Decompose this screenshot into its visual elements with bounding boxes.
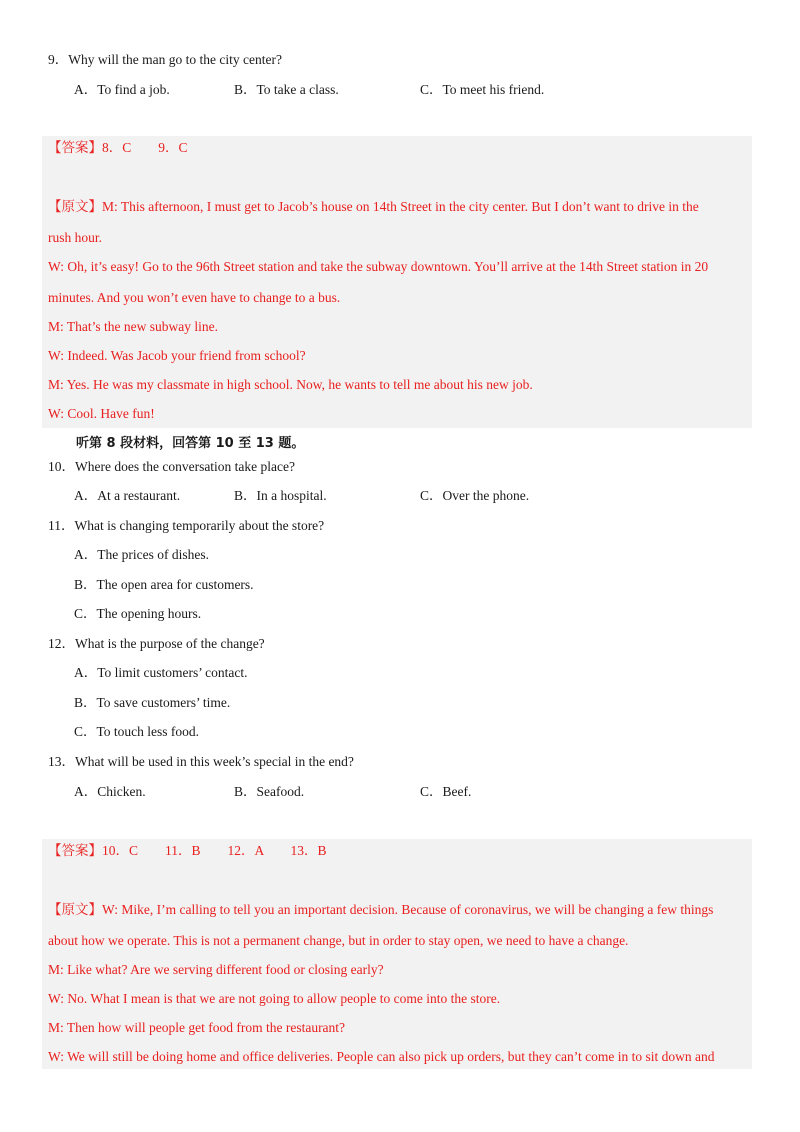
question-10-stem: 10．Where does the conversation take place? bbox=[48, 459, 296, 474]
question-11-option-c: C．The opening hours. bbox=[74, 606, 202, 621]
question-13-option-c: C．Beef. bbox=[420, 784, 472, 799]
question-10-option-a: A．At a restaurant. bbox=[74, 488, 181, 503]
transcript-1-line: M: Yes. He was my classmate in high school. Now, he wants to tell me about his new job. bbox=[48, 377, 533, 392]
transcript-2-line: W: We will still be doing home and office deliveries. People can also pick up orders, but they can’t come in to sit down and bbox=[48, 1049, 715, 1064]
transcript-2-line: 【原文】W: Mike, I’m calling to tell you an important decision. Because of coronavirus, we will be changing a few things bbox=[48, 902, 714, 917]
question-12-option-a: A．To limit customers’ contact. bbox=[74, 665, 248, 680]
question-12-option-c: C．To touch less food. bbox=[74, 724, 200, 739]
question-12-option-b: B．To save customers’ time. bbox=[74, 695, 231, 710]
question-11-option-b: B．The open area for customers. bbox=[74, 577, 254, 592]
question-10-option-c: C．Over the phone. bbox=[420, 488, 530, 503]
answer-line-1: 【答案】8．C 9．C bbox=[48, 140, 188, 155]
transcript-1-line: W: Oh, it’s easy! Go to the 96th Street station and take the subway downtown. You’ll arrive at the 14th Street station in 20 bbox=[48, 259, 709, 274]
transcript-2-line: M: Then how will people get food from the restaurant? bbox=[48, 1020, 346, 1035]
transcript-2-line: about how we operate. This is not a permanent change, but in order to stay open, we need to have a change. bbox=[48, 933, 629, 948]
section-header: 听第 8 段材料，回答第 10 至 13 题。 bbox=[76, 436, 305, 451]
transcript-1-line: rush hour. bbox=[48, 230, 102, 245]
question-9-option-a: A．To find a job. bbox=[74, 82, 170, 97]
answer-line-2: 【答案】10．C 11．B 12．A 13．B bbox=[48, 843, 327, 858]
question-9-stem: 9．Why will the man go to the city center? bbox=[48, 52, 282, 67]
transcript-1-line: W: Indeed. Was Jacob your friend from school? bbox=[48, 348, 306, 363]
transcript-1-line: W: Cool. Have fun! bbox=[48, 406, 155, 421]
question-12-stem: 12．What is the purpose of the change? bbox=[48, 636, 265, 651]
transcript-2-line: W: No. What I mean is that we are not going to allow people to come into the store. bbox=[48, 991, 501, 1006]
transcript-1-line: minutes. And you won’t even have to change to a bus. bbox=[48, 290, 341, 305]
transcript-1-line: M: That’s the new subway line. bbox=[48, 319, 218, 334]
question-10-option-b: B．In a hospital. bbox=[234, 488, 327, 503]
question-9-option-c: C．To meet his friend. bbox=[420, 82, 545, 97]
question-11-option-a: A．The prices of dishes. bbox=[74, 547, 209, 562]
transcript-2-line: M: Like what? Are we serving different food or closing early? bbox=[48, 962, 384, 977]
question-13-option-a: A．Chicken. bbox=[74, 784, 146, 799]
question-9-option-b: B．To take a class. bbox=[234, 82, 339, 97]
transcript-1-line: 【原文】M: This afternoon, I must get to Jacob’s house on 14th Street in the city center. But I don’t want to drive in the bbox=[48, 199, 699, 214]
question-13-stem: 13．What will be used in this week’s special in the end? bbox=[48, 754, 354, 769]
question-13-option-b: B．Seafood. bbox=[234, 784, 305, 799]
question-11-stem: 11．What is changing temporarily about the store? bbox=[48, 518, 325, 533]
